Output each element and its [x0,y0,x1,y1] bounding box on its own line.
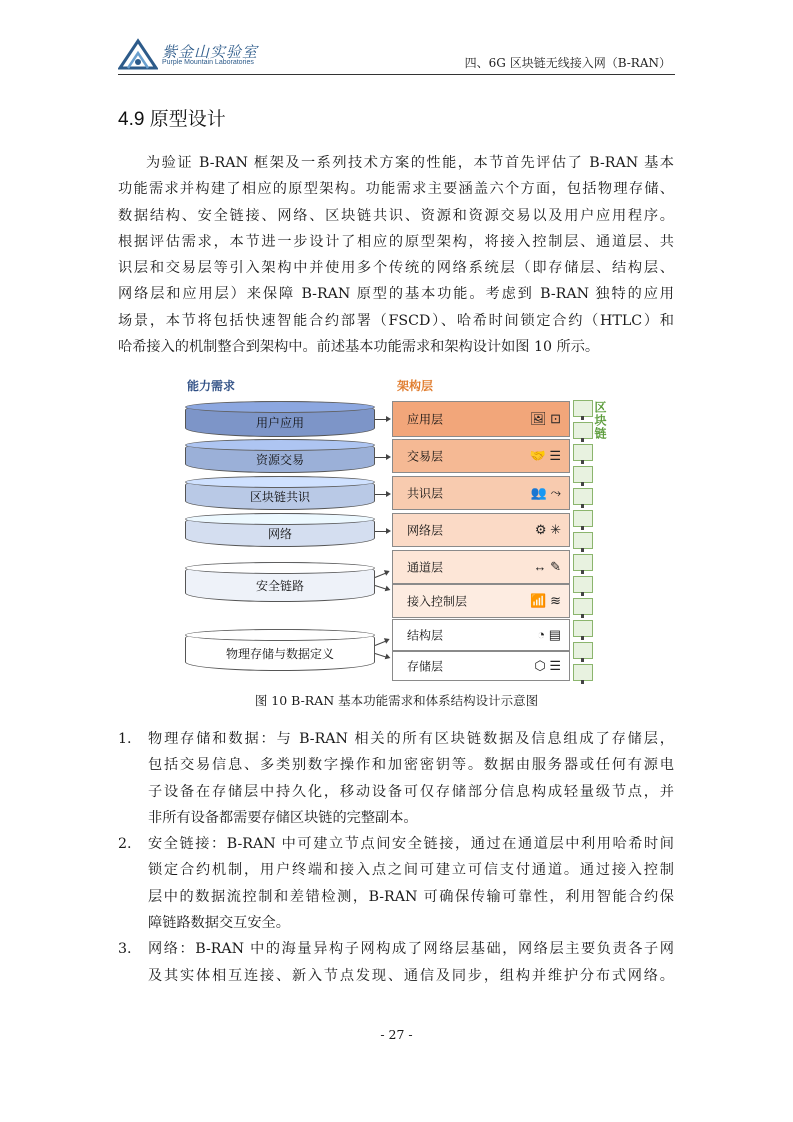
list-line: 障链路数据交互安全。 [148,915,290,932]
blockchain-chain [573,400,595,670]
architecture-figure [183,377,623,677]
list-item [118,726,674,831]
chapter-title: 四、6G 区块链无线接入网（B-RAN） [464,56,671,70]
list-item [118,831,674,936]
intro-paragraph [118,150,674,360]
arrow [375,572,388,578]
storage-icons: ⬡ ☰ [534,658,561,673]
arrow [375,457,389,458]
lab-logo [118,38,258,72]
arrow [375,585,389,590]
transaction-icons: 🤝 ☰ [529,448,561,463]
channel-icons: ↔ ✎ [533,559,561,574]
intro-line: 识层和交易层等引入架构中并使用多个传统的网络系统层（即存储层、结构层、 [118,260,674,277]
list-line: 网络：B-RAN 中的海量异构子网构成了网络层基础，网络层主要负责各子网 [148,941,674,958]
need-resource-trading [185,439,375,473]
arrow [375,531,389,532]
arrow [375,640,388,646]
list-number: 3. [118,941,132,958]
intro-line: 根据评估需求，本节进一步设计了相应的原型架构，将接入控制层、通道层、共 [118,233,674,250]
list-line: 层中的数据流控制和差错检测，B-RAN 可确保传输可靠性，利用智能合约保 [148,888,674,905]
need-label: 区块链共识 [249,489,310,504]
list-line: 安全链接：B-RAN 中可建立节点间安全链接，通过在通道层中利用哈希时间 [148,836,674,853]
layer-network [392,513,570,547]
need-label: 网络 [267,526,292,541]
consensus-icons: 👥 ⤳ [530,485,561,500]
chain-block [573,444,593,461]
list-line: 子设备在存储层中持久化，移动设备可仅存储部分信息构成轻量级节点，并 [148,783,674,800]
chain-block [573,466,593,483]
layer-transaction [392,439,570,473]
chain-block [573,620,593,637]
need-label: 资源交易 [255,452,304,467]
list-line: 非所有设备都需要存储区块链的完整副本。 [148,809,418,826]
intro-line: 场景，本节将包括快速智能合约部署（FSCD）、哈希时间锁定合约（HTLC）和 [118,312,674,329]
chain-block [573,642,593,659]
chain-block [573,598,593,615]
layer-structure [392,619,570,651]
list-number: 2. [118,836,132,853]
chain-block [573,510,593,527]
need-network [185,513,375,547]
logo-english-name: Purple Mountain Laboratories [162,59,254,66]
figure-caption: 图 10 B-RAN 基本功能需求和体系结构设计示意图 [254,693,539,708]
list-line: 及其实体相互连接、新入节点发现、通信及同步，组构并维护分布式网络。 [148,967,674,984]
layer-storage [392,651,570,681]
list-item [118,936,674,989]
layer-channel [392,550,570,584]
chain-block [573,576,593,593]
intro-line: 哈希接入的机制整合到架构中。前述基本功能需求和架构设计如图 10 所示。 [118,339,600,356]
arrow [375,653,389,658]
chain-block [573,488,593,505]
architecture-heading: 架构层 [397,379,434,393]
layer-label: 交易层 [407,449,444,464]
list-line: 包括交易信息、多类别数字操作和加密密钥等。数据由服务器或任何有源电 [148,757,674,774]
intro-line: 功能需求并构建了相应的原型架构。功能需求主要涵盖六个方面，包括物理存储、 [118,181,674,198]
page-number: - 27 - [380,1027,413,1042]
structure-icons: ◔ ▤ [537,627,561,642]
chain-block [573,400,593,417]
logo-chinese-name: 紫金山实验室 [162,43,259,61]
layer-label: 通道层 [407,560,444,575]
need-label: 安全链路 [255,578,304,593]
layer-label: 网络层 [407,523,444,538]
list-line: 物理存储和数据：与 B-RAN 相关的所有区块链数据及信息组成了存储层， [148,731,674,747]
mountain-logo-icon [118,38,158,70]
blockchain-label: 区块链 [593,401,607,440]
layer-access-control [392,584,570,618]
intro-line: 数据结构、安全链接、网络、区块链共识、资源和资源交易以及用户应用程序。 [118,207,674,224]
arrow [375,419,389,420]
application-icons: 🖼 ⊡ [529,411,561,426]
chain-block [573,554,593,571]
need-storage [185,629,375,671]
layer-label: 结构层 [407,628,444,643]
layer-label: 共识层 [407,486,444,501]
list-number: 1. [118,731,132,747]
layer-label: 接入控制层 [407,594,468,609]
need-label: 物理存储与数据定义 [225,646,334,661]
layer-label: 存储层 [407,659,444,674]
need-secure-link [185,562,375,602]
section-title: 4.9 原型设计 [118,109,226,130]
access-control-icons: 📶 ≋ [530,593,561,608]
need-user-app [185,401,375,437]
intro-line: 网络层和应用层）来保障 B-RAN 原型的基本功能。考虑到 B-RAN 独特的应用 [118,286,674,303]
page-header [118,38,675,75]
layer-label: 应用层 [407,412,444,427]
need-consensus [185,476,375,510]
needs-heading: 能力需求 [187,379,236,393]
intro-line: 为验证 B-RAN 框架及一系列技术方案的性能，本节首先评估了 B-RAN 基本 [146,155,674,171]
list-line: 锁定合约机制，用户终端和接入点之间可建立可信支付通道。通过接入控制 [148,862,674,879]
arrow [375,494,389,495]
layer-consensus [392,476,570,510]
layer-application [392,401,570,437]
need-label: 用户应用 [255,415,304,430]
chain-block [573,664,593,681]
requirements-list [118,726,674,989]
chain-block [573,532,593,549]
chain-block [573,422,593,439]
network-icons: ⚙ ✳ [534,522,561,537]
